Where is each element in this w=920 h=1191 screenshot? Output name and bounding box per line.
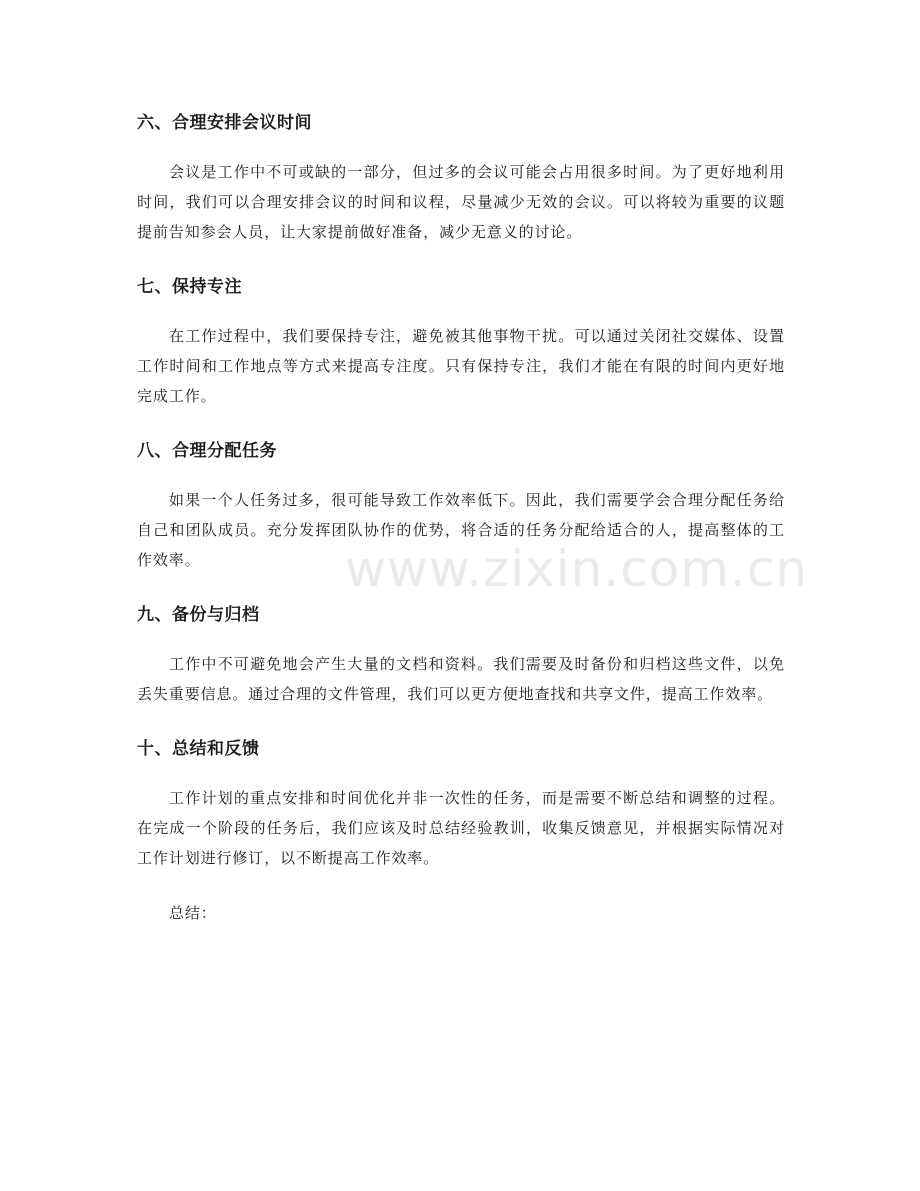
summary-label: 总结： (169, 904, 217, 922)
section-7 (137, 272, 785, 411)
watermark-text: www.zixin.com.cn (345, 540, 809, 598)
section-paragraph: 在工作过程中，我们要保持专注，避免被其他事物干扰。可以通过关闭社交媒体、设置工作时间和工作地点等方式来提高专注度。只有保持专注，我们才能在有限的时间内更好地完成工作。 (137, 327, 785, 405)
section-paragraph: 如果一个人任务过多，很可能导致工作效率低下。因此，我们需要学会合理分配任务给自己和团队成员。充分发挥团队协作的优势，将合适的任务分配给适合的人，提高整体的工作效率。 (137, 491, 785, 569)
section-heading: 七、保持专注 (137, 277, 242, 297)
section-heading: 六、合理安排会议时间 (137, 113, 312, 133)
document-content (137, 108, 785, 928)
section-8 (137, 436, 785, 575)
section-paragraph: 工作中不可避免地会产生大量的文档和资料。我们需要及时备份和归档这些文件，以免丢失重要信息。通过合理的文件管理，我们可以更方便地查找和共享文件，提高工作效率。 (137, 655, 785, 703)
section-paragraph: 工作计划的重点安排和时间优化并非一次性的任务，而是需要不断总结和调整的过程。在完成一个阶段的任务后，我们应该及时总结经验教训，收集反馈意见，并根据实际情况对工作计划进行修订，以不断提高工作效率。 (137, 789, 785, 867)
section-9 (137, 600, 785, 709)
section-heading: 十、总结和反馈 (137, 739, 260, 759)
section-6 (137, 108, 785, 247)
section-10 (137, 734, 785, 873)
section-paragraph: 会议是工作中不可或缺的一部分，但过多的会议可能会占用很多时间。为了更好地利用时间，我们可以合理安排会议的时间和议程，尽量减少无效的会议。可以将较为重要的议题提前告知参会人员，让大家提前做好准备，减少无意义的讨论。 (137, 163, 785, 241)
section-heading: 八、合理分配任务 (137, 441, 277, 461)
section-heading: 九、备份与归档 (137, 605, 260, 625)
